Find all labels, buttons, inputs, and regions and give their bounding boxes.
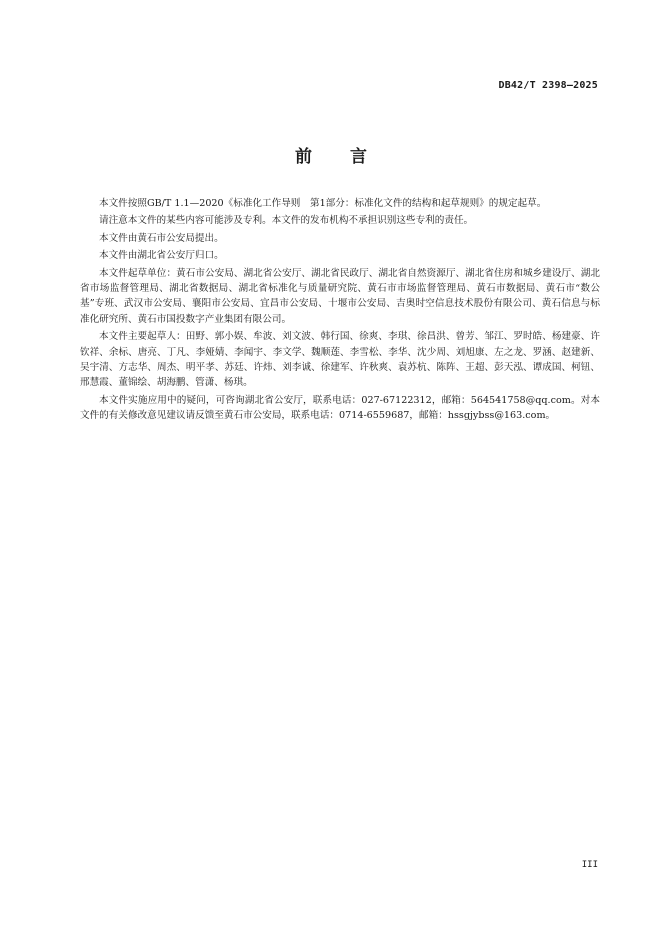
paragraph-drafting-units: 本文件起草单位：黄石市公安局、湖北省公安厅、湖北省民政厅、湖北省自然资源厅、湖北省住房和城乡建设厅、湖北省市场监督管理局、湖北省数据局、湖北省标准化与质量研究院、黄石市市场监督管理局、黄石市数据局、黄石市“数公基”专班、武汉市公安局、襄阳市公安局、宜昌市公安局、十堰市公安局、吉奥时空信息技术股份有限公司、黄石信息与标准化研究所、黄石市国投数字产业集团有限公司。 (80, 267, 600, 325)
page-title: 前言 (295, 147, 405, 167)
paragraph-drafters: 本文件主要起草人：田野、郭小娱、牟波、刘文波、韩行国、徐爽、李琪、徐昌洪、曾芳、邹江、罗时皓、杨建豪、许钦祥、余标、唐亮、丁凡、李娅婧、李闻宇、李文学、魏顺莲、李雪松、李华、沈少周、刘旭康、左之龙、罗涵、赵建新、吴宇清、方志华、周杰、明平孝、苏廷、许炜、刘李诚、徐建军、许秋爽、袁苏杭、陈阵、王超、彭天泓、谭成国、柯钮、邢慧霞、董锦绘、胡海鹏、管潇、杨琪。 (80, 331, 600, 389)
page-number: III (581, 860, 598, 870)
paragraph-centralized-by: 本文件由湖北省公安厅归口。 (99, 250, 224, 262)
paragraph-contact: 本文件实施应用中的疑问，可咨询湖北省公安厅，联系电话：027-67122312，邮箱：564541758@qq.com。对本文件的有关修改意见建议请反馈至黄石市公安局，联系电话：0714-6559687，邮箱：hssgjybss@163.com。 (80, 394, 600, 422)
paragraph-drafting-rules: 本文件按照GB/T 1.1—2020《标准化工作导则 第1部分：标准化文件的结构和起草规则》的规定起草。 (99, 198, 547, 209)
foreword-body (80, 196, 600, 426)
paragraph-proposer: 本文件由黄石市公安局提出。 (99, 232, 224, 244)
document-code: DB42/T 2398—2025 (498, 80, 598, 91)
paragraph-patent-notice: 请注意本文件的某些内容可能涉及专利。本文件的发布机构不承担识别这些专利的责任。 (99, 215, 474, 227)
